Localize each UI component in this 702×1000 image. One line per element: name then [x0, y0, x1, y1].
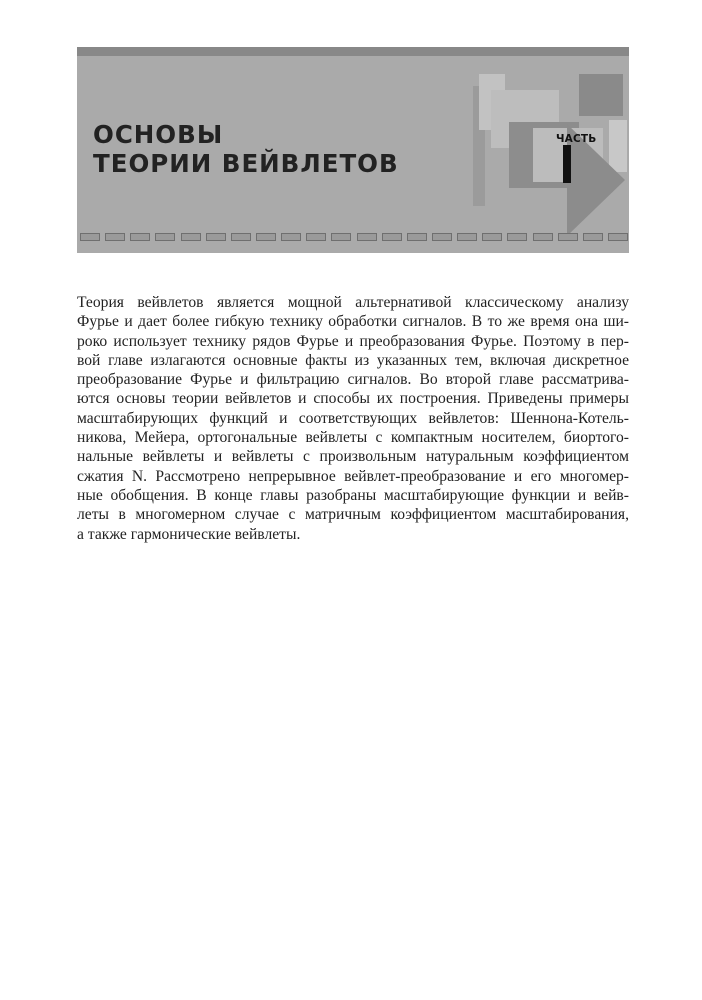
strip-segment [331, 233, 351, 241]
part-title-line-2: ТЕОРИИ ВЕЙВЛЕТОВ [93, 149, 399, 178]
paragraph-line: Фурье и дает более гибкую технику обработки сигналов. В то же время она ши- [77, 313, 629, 331]
paragraph-line: Теория вейвлетов является мощной альтернативой классическому анализу [77, 294, 629, 311]
banner-top-border [77, 47, 629, 56]
strip-segment [533, 233, 553, 241]
strip-segment [482, 233, 502, 241]
part-title-line-1: ОСНОВЫ [93, 120, 224, 149]
strip-segment [105, 233, 125, 241]
strip-segment [181, 233, 201, 241]
paragraph-line: роко использует технику рядов Фурье и преобразования Фурье. Поэтому в пер- [77, 332, 629, 350]
strip-segment [357, 233, 377, 241]
strip-segment [281, 233, 301, 241]
part-intro-paragraph [77, 293, 629, 544]
strip-segment [558, 233, 578, 241]
strip-segment [306, 233, 326, 241]
paragraph-line: масштабирующих функций и соответствующих вейвлетов: Шеннона-Котель- [77, 409, 629, 427]
strip-segment [583, 233, 603, 241]
part-label: ЧАСТЬ [556, 133, 597, 145]
paragraph-line: никова, Мейера, ортогональные вейвлеты с компактным носителем, биортого- [77, 429, 629, 447]
part-title [93, 120, 399, 178]
paragraph-line: а также гармонические вейвлеты. [77, 525, 301, 543]
strip-segment [407, 233, 427, 241]
strip-segment [80, 233, 100, 241]
strip-segment [382, 233, 402, 241]
paragraph-line: преобразование Фурье и фильтрацию сигналов. Во второй главе рассматрива- [77, 371, 629, 389]
paragraph-line: сжатия N. Рассмотрено непрерывное вейвлет-преобразование и его многомер- [77, 467, 629, 485]
strip-segment [206, 233, 226, 241]
decorative-strip [80, 233, 628, 243]
strip-segment [432, 233, 452, 241]
part-number-roman-one [563, 145, 571, 183]
strip-segment [507, 233, 527, 241]
emblem-top-right-block [579, 74, 623, 116]
strip-segment [155, 233, 175, 241]
paragraph-line: ные обобщения. В конце главы разобраны масштабирующие функции и вейв- [77, 486, 629, 504]
strip-segment [231, 233, 251, 241]
paragraph-line: нальные вейвлеты и вейвлеты с произвольным натуральным коэффициентом [77, 448, 629, 466]
strip-segment [130, 233, 150, 241]
strip-segment [256, 233, 276, 241]
paragraph-line: вой главе излагаются основные факты из указанных тем, включая дискретное [77, 351, 629, 369]
strip-segment [457, 233, 477, 241]
paragraph-line: леты в многомерном случае с матричным коэффициентом масштабирования, [77, 506, 629, 524]
part-banner [77, 47, 629, 253]
strip-segment [608, 233, 628, 241]
part-emblem [469, 72, 629, 212]
paragraph-line: ются основы теории вейвлетов и способы их построения. Приведены примеры [77, 390, 629, 408]
